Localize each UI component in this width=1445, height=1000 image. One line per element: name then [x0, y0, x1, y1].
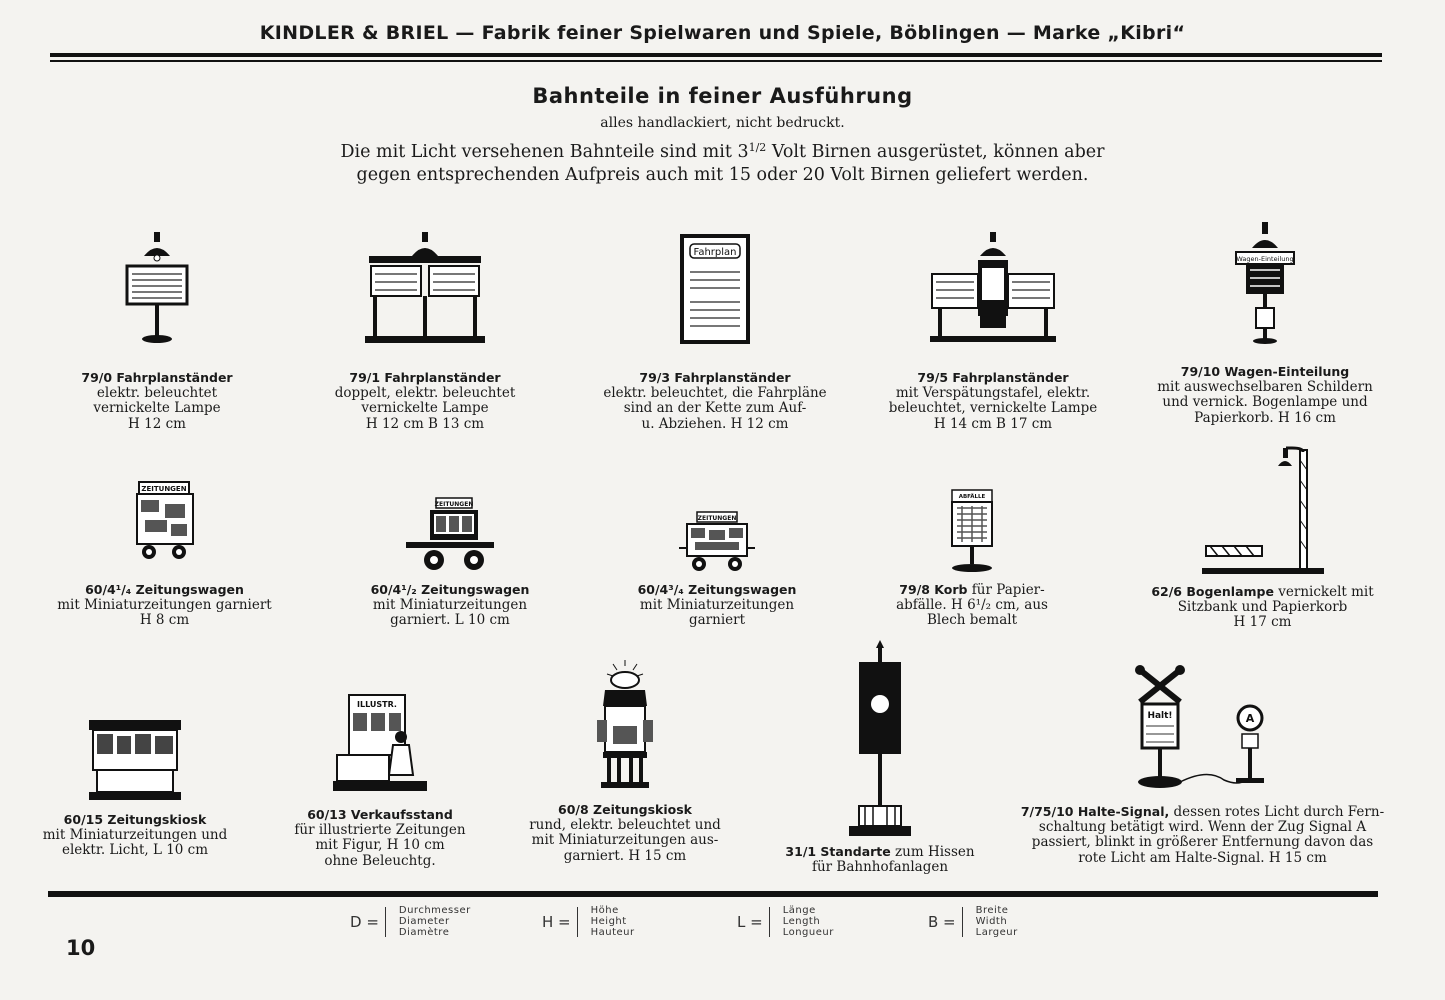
item-desc: mit Miniaturzeitungen garniert	[57, 597, 272, 614]
round-kiosk-illustration	[595, 660, 655, 790]
legend-diameter	[350, 905, 471, 938]
item-desc: für illustrierte Zeitungen	[294, 822, 466, 839]
legend-text: Länge	[782, 905, 816, 916]
stop-signal-illustration	[1128, 664, 1278, 794]
legend-lines	[783, 905, 834, 938]
item-caption	[525, 802, 725, 864]
intro-part1: Die mit Licht versehenen Bahnteile sind mit 3	[340, 142, 749, 162]
section-subtitle: alles handlackiert, nicht bedruckt.	[600, 115, 845, 131]
item-caption	[1145, 584, 1380, 631]
legend-text: Diamètre	[398, 927, 450, 938]
item-desc: mit Miniaturzeitungen und	[42, 827, 228, 844]
legend-text: Diameter	[398, 916, 450, 927]
item-code-rest: dessen rotes Licht durch Fern-	[1169, 804, 1385, 820]
arc-lamp-bench-illustration	[1200, 446, 1326, 576]
item-desc: mit auswechselbaren Schildern	[1157, 379, 1373, 396]
footer-rule	[48, 891, 1378, 897]
item-desc: H 12 cm B 13 cm	[365, 415, 485, 432]
sign-text: A	[1245, 712, 1254, 725]
legend-width	[928, 905, 1018, 938]
item-desc: rund, elektr. beleuchtet und	[529, 817, 721, 834]
header-rule-top	[50, 53, 1382, 57]
item-code: 79/0 Fahrplanständer	[81, 370, 233, 385]
catalog-item	[595, 232, 835, 432]
item-desc: Blech bemalt	[927, 612, 1017, 629]
item-code: 60/4¹/₄ Zeitungswagen	[85, 582, 244, 597]
item-caption	[602, 582, 832, 629]
legend-text: Durchmesser	[398, 905, 471, 916]
legend-brace	[577, 907, 586, 937]
sign-text: Halt!	[1146, 711, 1173, 721]
double-timetable-stand-illustration	[363, 232, 487, 346]
legend-text: Largeur	[975, 927, 1018, 938]
page-number: 10	[66, 936, 96, 960]
catalog-item	[862, 488, 1082, 629]
legend-brace	[769, 907, 778, 937]
item-desc: mit Figur, H 10 cm	[315, 837, 445, 854]
intro-fraction: 1/2	[748, 141, 767, 154]
catalog-item	[330, 494, 570, 629]
item-desc: mit Verspätungstafel, elektr.	[895, 385, 1091, 402]
catalog-item	[1145, 446, 1380, 631]
item-desc: schaltung betätigt wird. Wenn der Zug Signal A	[1038, 819, 1367, 836]
newspaper-stand-with-figure-illustration	[331, 693, 429, 797]
catalog-item	[602, 508, 832, 629]
item-caption	[35, 812, 235, 859]
item-code: 31/1 Standarte	[785, 844, 891, 859]
sign-text: ZEITUNGEN	[140, 485, 187, 493]
page-header: KINDLER & BRIEL — Fabrik feiner Spielwaren und Spiele, Böblingen — Marke „Kibri“	[259, 22, 1186, 44]
intro-text	[330, 136, 1115, 187]
item-code: 60/15 Zeitungskiosk	[63, 812, 207, 827]
item-code: 79/10 Wagen-Einteilung	[1180, 364, 1350, 379]
newspaper-cart-illustration	[133, 480, 197, 564]
catalog-item	[780, 640, 980, 875]
item-desc: Sitzbank und Papierkorb	[1177, 599, 1348, 616]
intro-line2: gegen entsprechenden Aufpreis auch mit 15 oder 20 Volt Birnen geliefert werden.	[356, 165, 1089, 185]
item-desc: ohne Beleuchtg.	[324, 852, 436, 869]
item-desc: sind an der Kette zum Auf-	[623, 400, 807, 417]
item-desc: H 17 cm	[1233, 614, 1292, 631]
legend-key: D =	[350, 912, 379, 931]
item-desc: garniert	[688, 612, 746, 629]
item-desc: Papierkorb. H 16 cm	[1194, 409, 1336, 426]
item-desc: elektr. beleuchtet, die Fahrpläne	[603, 385, 827, 402]
item-desc: H 8 cm	[139, 612, 190, 629]
catalog-item	[1150, 222, 1380, 426]
sign-text: ZEITUNGEN	[697, 515, 737, 522]
item-caption	[42, 370, 272, 432]
item-desc: rote Licht am Halte-Signal. H 15 cm	[1078, 849, 1327, 866]
sign-text: ZEITUNGEN	[434, 501, 474, 508]
item-desc: mit Miniaturzeitungen aus-	[531, 832, 719, 849]
newspaper-kiosk-illustration	[87, 716, 183, 802]
item-caption	[1015, 804, 1390, 866]
item-code: 60/4¹/₂ Zeitungswagen	[370, 582, 530, 597]
legend-height	[542, 905, 635, 938]
item-code: 60/13 Verkaufsstand	[307, 807, 453, 822]
waste-basket-illustration	[947, 488, 997, 574]
item-desc: passiert, blinkt in größerer Entfernung davon das	[1031, 834, 1374, 851]
item-code: 7/75/10 Halte-Signal,	[1020, 804, 1170, 819]
timetable-delay-board-illustration	[926, 232, 1060, 346]
sign-text: ABFÄLLE	[958, 494, 986, 500]
item-desc: für Bahnhofanlagen	[811, 859, 949, 876]
legend-length	[737, 905, 834, 938]
item-code: 79/8 Korb	[899, 582, 968, 597]
legend-brace	[962, 907, 971, 937]
item-caption	[780, 844, 980, 875]
item-desc: abfälle. H 6¹/₂ cm, aus	[896, 597, 1048, 614]
item-caption	[862, 582, 1082, 629]
legend-lines	[591, 905, 635, 938]
catalog-item	[42, 232, 272, 432]
legend-text: Longueur	[782, 927, 834, 938]
sign-text: ILLUSTR.	[357, 700, 397, 709]
legend-text: Length	[782, 916, 821, 927]
item-caption	[595, 370, 835, 432]
item-caption	[42, 582, 287, 629]
small-newspaper-cart-illustration	[677, 508, 757, 574]
catalog-item	[305, 232, 545, 432]
intro-part2: Volt Birnen ausgerüstet, können aber	[766, 142, 1105, 162]
item-desc: elektr. beleuchtet	[96, 385, 218, 402]
item-desc: garniert. L 10 cm	[390, 612, 510, 629]
legend-text: Width	[975, 916, 1008, 927]
catalog-item	[42, 480, 287, 629]
header-rule-bottom	[50, 60, 1382, 62]
legend-text: Höhe	[590, 905, 619, 916]
item-caption	[330, 582, 570, 629]
flag-standard-illustration	[845, 640, 915, 840]
item-desc: vernickelte Lampe	[361, 400, 489, 417]
item-desc: garniert. H 15 cm	[563, 847, 687, 864]
timetable-cabinet-illustration	[680, 232, 750, 346]
catalog-item	[1015, 664, 1390, 866]
legend-key: B =	[928, 912, 956, 931]
item-code: 60/4³/₄ Zeitungswagen	[637, 582, 797, 597]
item-desc: beleuchtet, vernickelte Lampe	[888, 400, 1098, 417]
item-code-rest: vernickelt mit	[1273, 584, 1374, 600]
item-caption	[280, 807, 480, 869]
legend-text: Height	[590, 916, 627, 927]
item-desc: elektr. Licht, L 10 cm	[61, 842, 209, 859]
item-code: 79/5 Fahrplanständer	[917, 370, 1069, 385]
item-code-rest: zum Hissen	[890, 844, 975, 860]
item-code-rest: für Papier-	[967, 582, 1045, 598]
sign-text: Wagen-Einteilung	[1236, 255, 1294, 263]
sign-text: Fahrplan	[693, 247, 737, 258]
item-desc: doppelt, elektr. beleuchtet	[334, 385, 516, 402]
item-caption	[878, 370, 1108, 432]
coach-order-indicator-illustration	[1230, 222, 1300, 346]
newspaper-trolley-illustration	[404, 494, 496, 574]
timetable-stand-illustration	[122, 232, 192, 346]
item-desc: mit Miniaturzeitungen	[639, 597, 795, 614]
item-caption	[1150, 364, 1380, 426]
legend-key: H =	[542, 912, 571, 931]
legend-lines	[976, 905, 1018, 938]
item-desc: und vernick. Bogenlampe und	[1162, 394, 1368, 411]
item-desc: H 14 cm B 17 cm	[933, 415, 1053, 432]
catalog-item	[525, 660, 725, 864]
catalog-item	[878, 232, 1108, 432]
item-desc: mit Miniaturzeitungen	[372, 597, 528, 614]
item-desc: H 12 cm	[128, 415, 186, 432]
item-code: 60/8 Zeitungskiosk	[558, 802, 692, 817]
legend-key: L =	[737, 912, 763, 931]
item-code: 62/6 Bogenlampe	[1151, 584, 1274, 599]
legend-text: Hauteur	[590, 927, 635, 938]
legend-text: Breite	[975, 905, 1009, 916]
item-caption	[305, 370, 545, 432]
catalog-item	[35, 716, 235, 859]
catalog-item	[280, 693, 480, 869]
item-code: 79/1 Fahrplanständer	[349, 370, 501, 385]
legend-brace	[385, 907, 394, 937]
item-desc: u. Abziehen. H 12 cm	[641, 415, 789, 432]
item-code: 79/3 Fahrplanständer	[639, 370, 791, 385]
section-title: Bahnteile in feiner Ausführung	[532, 84, 913, 108]
legend-lines	[399, 905, 471, 938]
item-desc: vernickelte Lampe	[93, 400, 221, 417]
